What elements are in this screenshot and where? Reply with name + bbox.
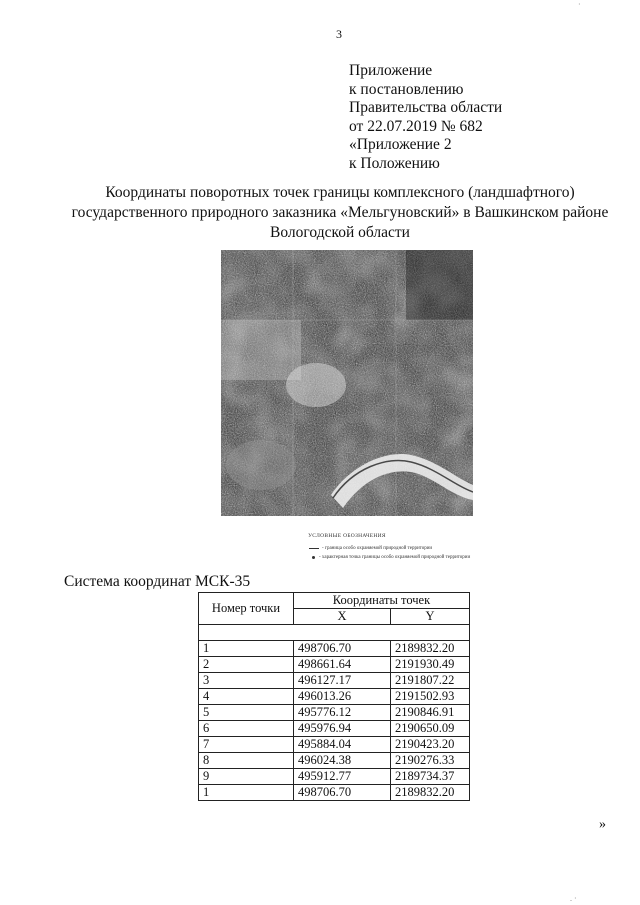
cell-x: 496024.38 (294, 753, 391, 769)
line-icon (309, 548, 319, 549)
cell-x: 495912.77 (294, 769, 391, 785)
table-row (199, 721, 470, 737)
appendix-line: к постановлению (349, 80, 464, 98)
map-legend (221, 533, 473, 564)
table-row (199, 641, 470, 657)
cell-point: 6 (199, 721, 294, 737)
cell-x: 498706.70 (294, 641, 391, 657)
cell-y: 2189832.20 (391, 641, 470, 657)
cell-y: 2191502.93 (391, 689, 470, 705)
cell-x: 495976.94 (294, 721, 391, 737)
table-row (199, 657, 470, 673)
cell-y: 2189734.37 (391, 769, 470, 785)
map-imagery (221, 250, 473, 516)
appendix-line: Приложение (349, 62, 433, 79)
legend-text: - характерная точка границы особо охраняемой природной территории (319, 555, 471, 560)
table-row (199, 753, 470, 769)
appendix-line: Правительства области (349, 99, 503, 117)
appendix-line: «Приложение 2 (349, 136, 452, 154)
table-row (199, 705, 470, 721)
legend-title: УСЛОВНЫЕ ОБОЗНАЧЕНИЯ (308, 533, 386, 539)
cell-y: 2190650.09 (391, 721, 470, 737)
header-coordinates: Координаты точек (294, 593, 470, 609)
cell-x: 498706.70 (294, 785, 391, 801)
header-y: Y (391, 609, 470, 625)
cell-point: 8 (199, 753, 294, 769)
document-title (40, 183, 640, 243)
cell-point: 2 (199, 657, 294, 673)
appendix-header (349, 62, 502, 174)
cell-point: 9 (199, 769, 294, 785)
cell-y: 2191930.49 (391, 657, 470, 673)
page-number: 3 (336, 27, 342, 41)
legend-item (309, 546, 473, 551)
cell-y: 2189832.20 (391, 785, 470, 801)
title-line: Вологодской области (270, 224, 410, 241)
scan-mark: · (578, 0, 581, 9)
cell-point: 1 (199, 641, 294, 657)
dot-icon (312, 556, 315, 559)
header-x: X (294, 609, 391, 625)
cell-y: 2190846.91 (391, 705, 470, 721)
cell-y: 2190423.20 (391, 737, 470, 753)
table-row (199, 689, 470, 705)
cell-x: 496127.17 (294, 673, 391, 689)
cell-point: 5 (199, 705, 294, 721)
cell-x: 495884.04 (294, 737, 391, 753)
legend-item (309, 555, 473, 560)
cell-point: 7 (199, 737, 294, 753)
cell-y: 2190276.33 (391, 753, 470, 769)
coordinates-table (198, 592, 470, 801)
coordinate-system-label: Система координат МСК-35 (64, 573, 251, 590)
title-line: государственного природного заказника «Мельгуновский» в Вашкинском районе (71, 204, 609, 221)
table-row (199, 737, 470, 753)
cell-x: 496013.26 (294, 689, 391, 705)
table-header-row (199, 593, 470, 609)
table-row (199, 673, 470, 689)
header-point-number: Номер точки (199, 593, 294, 625)
table-row (199, 785, 470, 801)
title-line: Координаты поворотных точек границы комплексного (ландшафтного) (105, 184, 575, 201)
cell-y: 2191807.22 (391, 673, 470, 689)
closing-quote-mark: » (599, 817, 606, 832)
cell-point: 3 (199, 673, 294, 689)
appendix-line: от 22.07.2019 № 682 (349, 117, 483, 135)
satellite-map-image (221, 250, 473, 516)
cell-point: 4 (199, 689, 294, 705)
cell-x: 498661.64 (294, 657, 391, 673)
scan-mark: . · (570, 894, 577, 903)
table-spacer-row (199, 625, 470, 641)
appendix-line: к Положению (349, 154, 440, 172)
cell-point: 1 (199, 785, 294, 801)
legend-text: - граница особо охраняемой природной территории (322, 546, 433, 551)
table-row (199, 769, 470, 785)
cell-x: 495776.12 (294, 705, 391, 721)
